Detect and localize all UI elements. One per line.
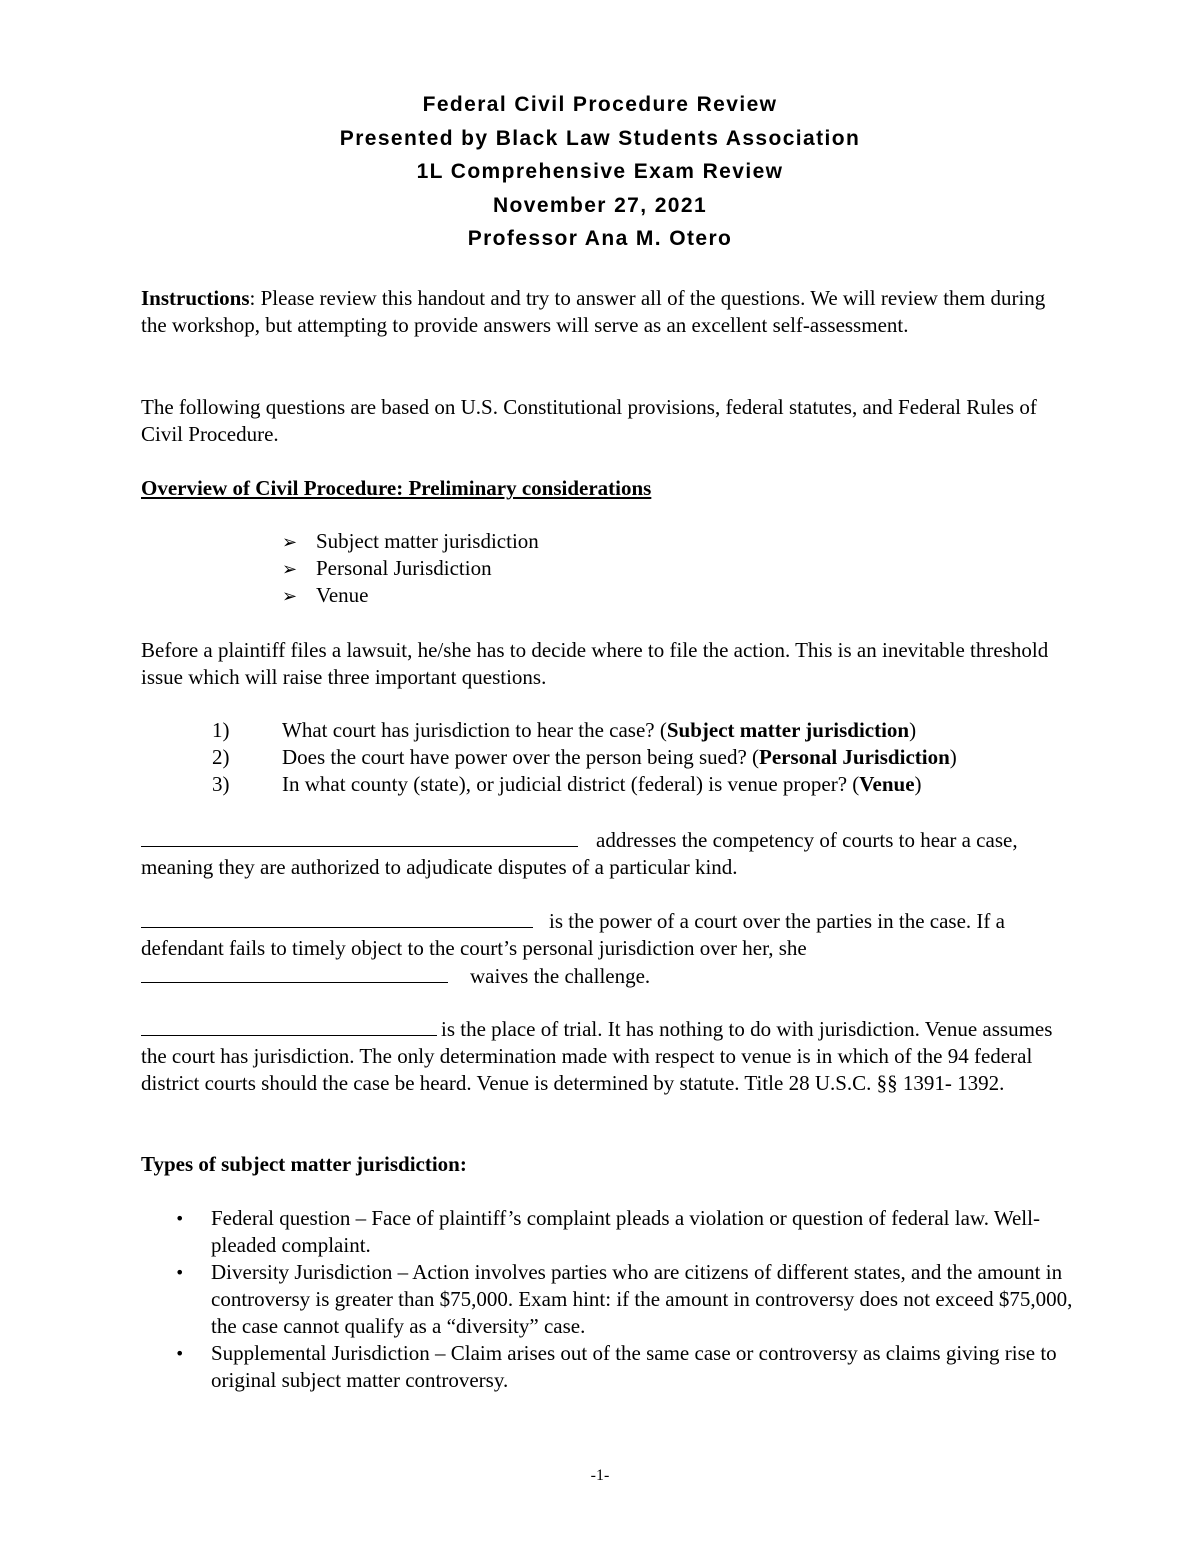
question-end: ) [909,718,917,742]
overview-heading: Overview of Civil Procedure: Preliminary considerations [141,476,652,500]
instructions-text: : Please review this handout and try to answer all of the questions. We will review them during the workshop, but attempting to provide answers will serve as an excellent self-assessment. [141,286,1046,337]
list-item-text: Supplemental Jurisdiction – Claim arises out of the same case or controversy as claims giving rise to original subject matter controversy. [211,1341,1057,1392]
question-bold: Venue [859,772,915,796]
arrow-bullet-icon: ➢ [282,559,298,580]
list-marker: 3) [212,772,230,796]
question-end: ) [914,772,922,796]
intro-paragraph [141,394,1071,448]
list-item [212,744,957,771]
list-item [175,1205,1075,1259]
considerations-list [282,528,539,609]
header-date: November 27, 2021 [492,193,708,217]
list-item [282,582,539,609]
header-title: Federal Civil Procedure Review [422,93,778,116]
pj-text: is the power of a court over the parties in the case. If a defendant fails to timely object to the court’s personal jurisdiction over her, she [141,909,1005,960]
question-text: Does the court have power over the person being sued? ( [282,745,760,769]
question-bold: Subject matter jurisdiction [666,718,910,742]
arrow-bullet-icon: ➢ [282,532,298,553]
types-section [141,1151,1071,1178]
venue-text: is the place of trial. It has nothing to do with jurisdiction. Venue assumes the court has jurisdiction. The only determination made with respect to venue is in which of the 94 federal district courts should the case be heard. Venue is determined by statute. Title 28 U.S.C. §§ 1391- 1392. [141,1017,1053,1095]
types-heading: Types of subject matter jurisdiction: [141,1152,467,1176]
smj-fill-in-paragraph [141,826,1071,881]
instructions-label: Instructions [141,286,250,310]
before-text: Before a plaintiff files a lawsuit, he/she has to decide where to file the action. This is an inevitable threshold issue which will raise three important questions. [141,638,1049,689]
list-item-text: Venue [316,583,369,607]
header-professor: Professor Ana M. Otero [467,227,733,250]
arrow-bullet-icon: ➢ [282,586,298,607]
question-end: ) [949,745,957,769]
types-list [175,1205,1075,1394]
answer-blank[interactable] [141,907,533,928]
smj-text: addresses the competency of courts to hear a case, meaning they are authorized to adjudicate disputes of a particular kind. [141,828,1018,879]
list-item [212,717,957,744]
list-item [212,771,957,798]
venue-fill-in-paragraph [141,1015,1071,1097]
list-item-text: Diversity Jurisdiction – Action involves parties who are citizens of different states, and the amount in controversy is greater than $75,000. Exam hint: if the amount in controversy does not exceed $75,000, the case cannot qualify as a “diversity” case. [211,1260,1073,1338]
list-item [175,1340,1075,1394]
list-marker: 2) [212,745,230,769]
answer-blank[interactable] [141,1015,437,1036]
answer-blank[interactable] [141,962,448,983]
question-text: In what county (state), or judicial district (federal) is venue proper? ( [282,772,860,796]
answer-blank[interactable] [141,826,578,847]
question-bold: Personal Jurisdiction [759,745,950,769]
pj-fill-in-paragraph [141,907,1071,990]
list-item-text: Subject matter jurisdiction [316,529,539,553]
page-number: -1- [590,1467,610,1484]
list-item [282,528,539,555]
question-text: What court has jurisdiction to hear the case? ( [282,718,667,742]
list-item [282,555,539,582]
overview-section [141,475,1071,502]
questions-list [212,717,957,798]
intro-text: The following questions are based on U.S. Constitutional provisions, federal statutes, and Federal Rules of Civil Procedure. [141,395,1037,446]
before-paragraph [141,637,1071,691]
list-item [175,1259,1075,1340]
instructions-paragraph [141,285,1071,339]
bullet-icon: • [175,1209,185,1228]
pj-text-2: waives the challenge. [470,964,651,988]
header-subtitle: 1L Comprehensive Exam Review [416,160,784,183]
list-marker: 1) [212,718,230,742]
bullet-icon: • [175,1344,185,1363]
bullet-icon: • [175,1263,185,1282]
header-presenter: Presented by Black Law Students Association [339,126,861,150]
list-item-text: Personal Jurisdiction [316,556,492,580]
document-header [0,88,1200,256]
list-item-text: Federal question – Face of plaintiff’s complaint pleads a violation or question of federal law. Well-pleaded complaint. [211,1206,1040,1257]
